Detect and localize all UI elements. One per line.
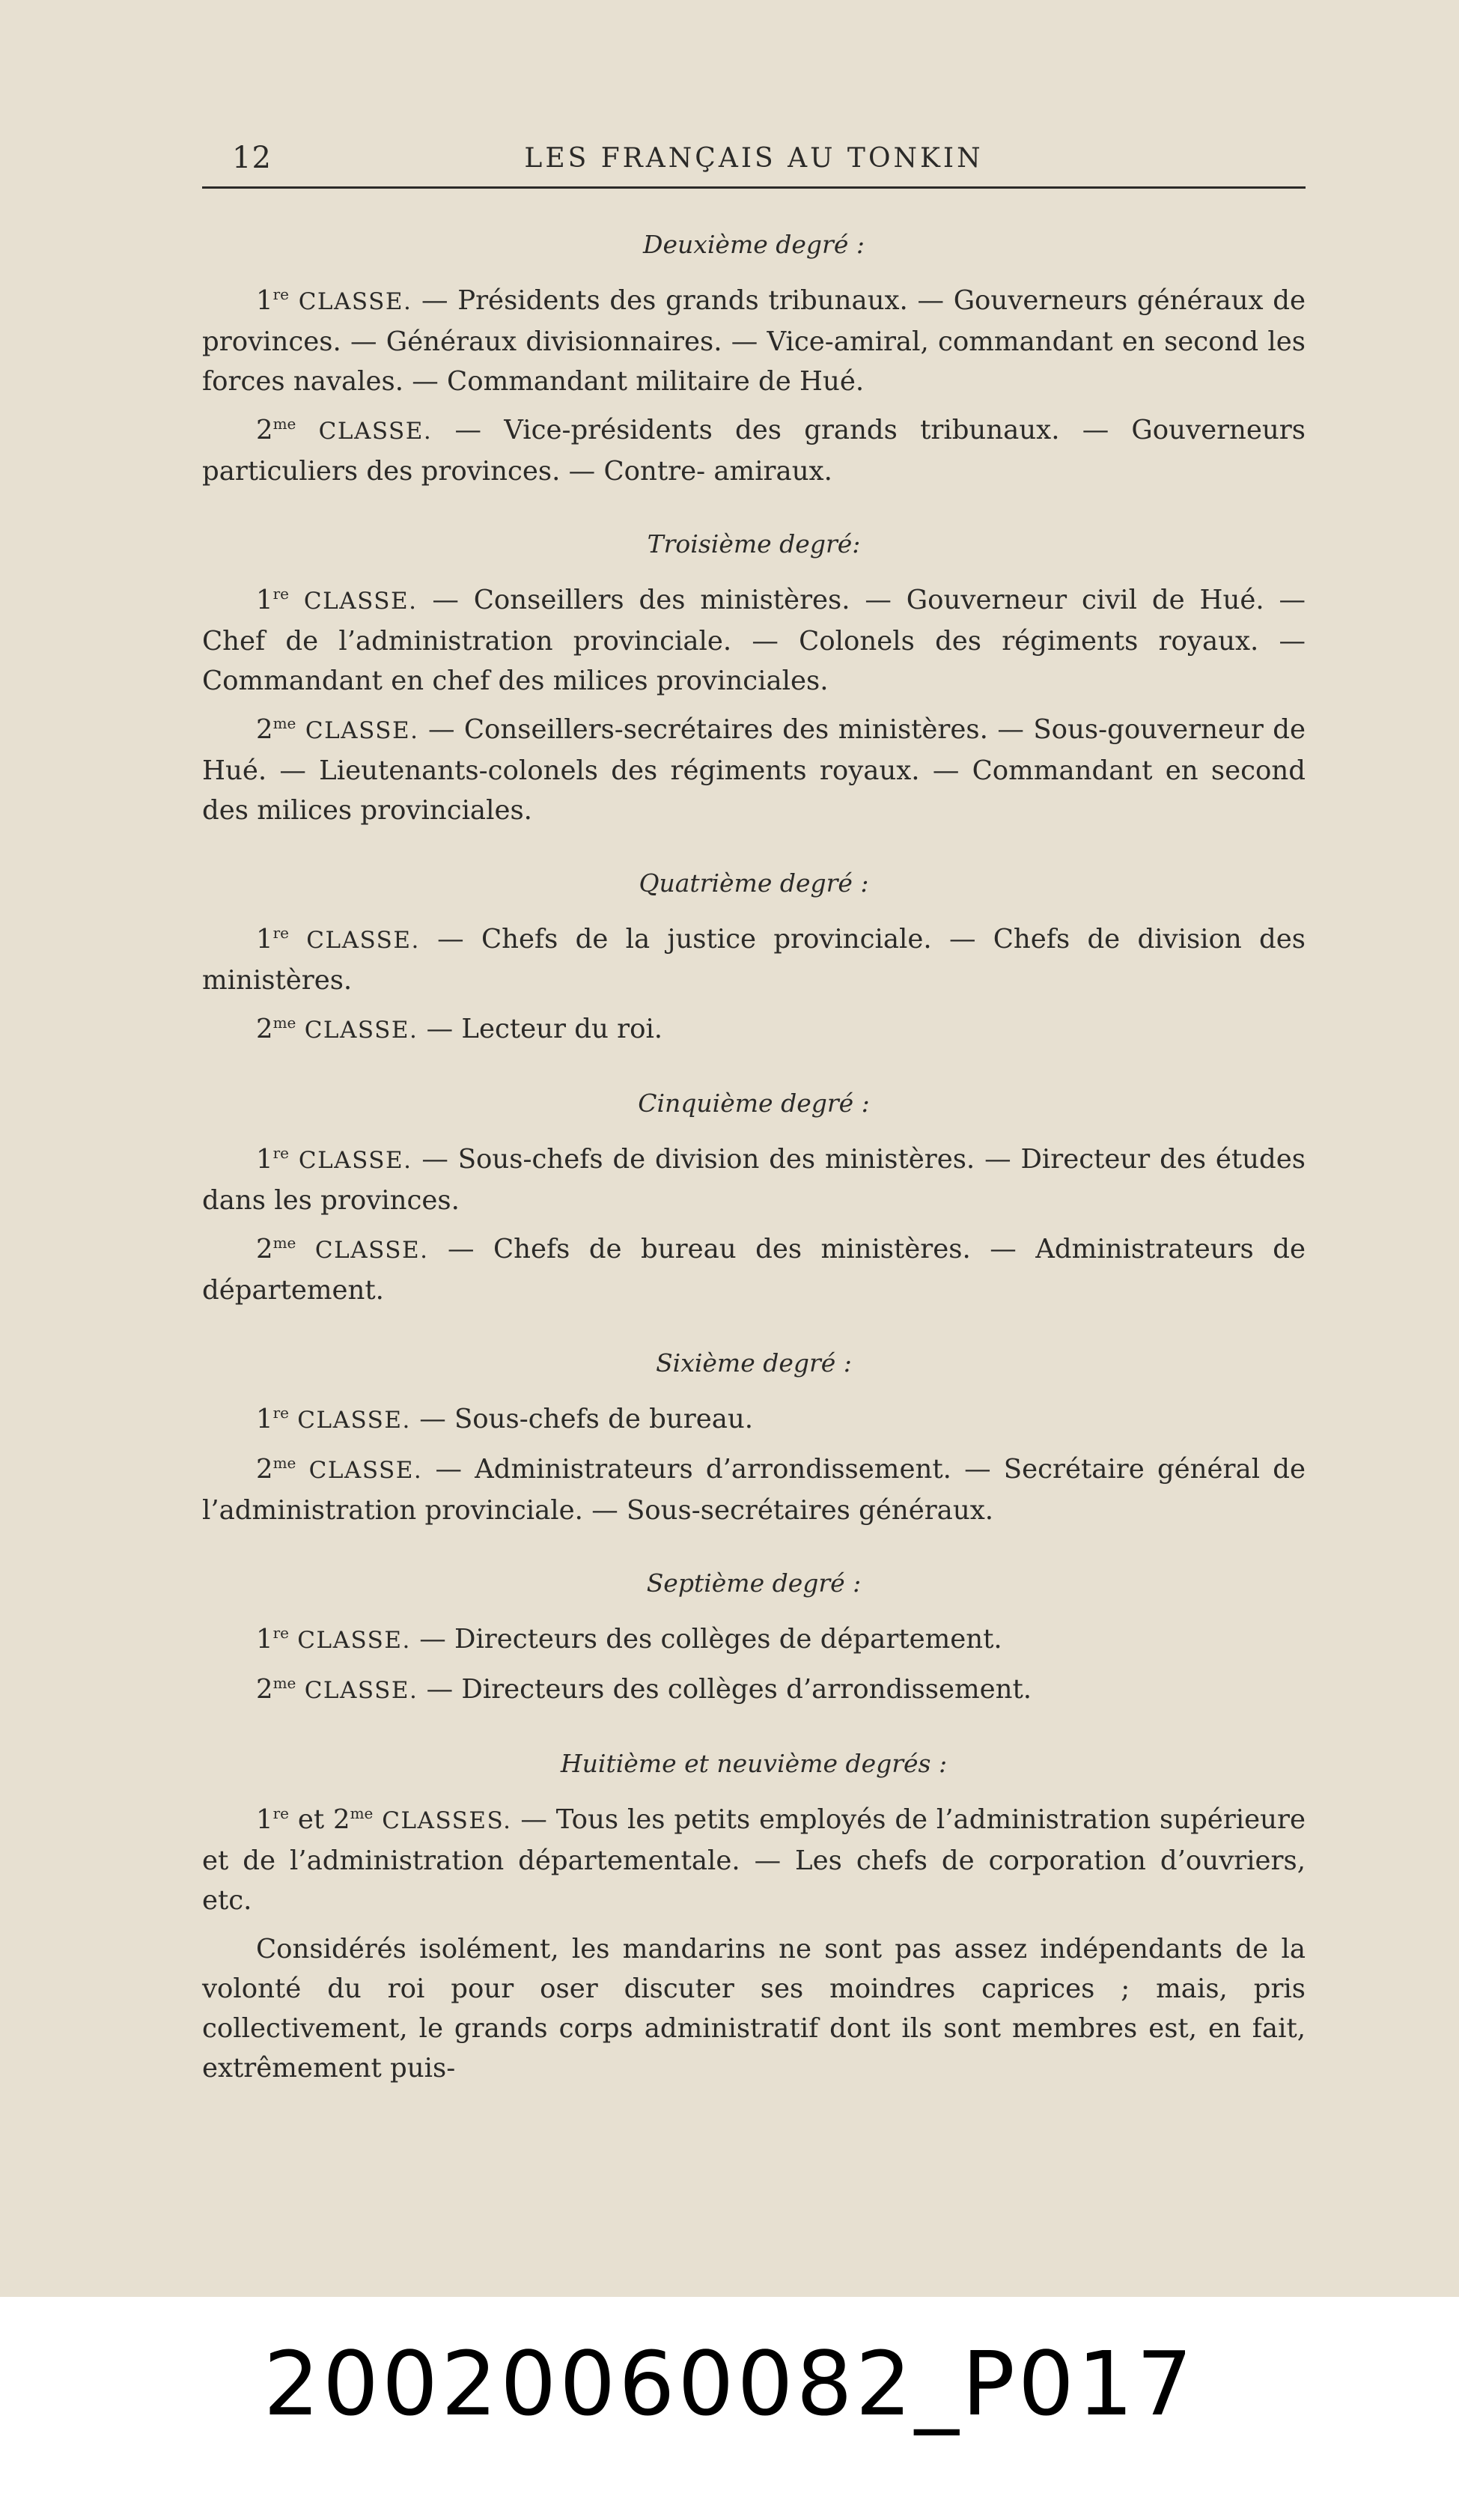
class-text: — Chefs de bureau des ministères. — Administrateurs de département. xyxy=(202,1234,1306,1306)
class-rank-suffix: re xyxy=(272,585,289,603)
class-text: — Lecteur du roi. xyxy=(418,1014,663,1044)
class-text: — Tous les petits employés de l’administration supérieure et de l’administration départementale. — Les chefs de corporation d’ouvriers, etc. xyxy=(202,1804,1306,1916)
class-entry xyxy=(202,1009,1306,1050)
running-head xyxy=(202,131,1306,189)
class-rank-suffix: me xyxy=(350,1804,374,1823)
class-entry xyxy=(202,410,1306,491)
page-content xyxy=(202,131,1306,2097)
class-label: CLASSE. xyxy=(297,1627,411,1654)
class-entry xyxy=(202,919,1306,1000)
class-entry xyxy=(202,1449,1306,1530)
class-text: — Conseillers des ministères. — Gouverneur civil de Hué. — Chef de l’administration provinciale. — Colonels des régiments royaux. — Commandant en chef des milices provinciales. xyxy=(202,585,1306,696)
class-label: CLASSE. xyxy=(308,1457,423,1484)
class-label: CLASSE. xyxy=(298,288,412,315)
class-rank-suffix: re xyxy=(272,285,289,304)
class-text: — Conseillers-secrétaires des ministères. — Sous-gouverneur de Hué. — Lieutenants-colonels des régiments royaux. — Commandant en second des milices provinciales. xyxy=(202,714,1306,826)
class-label: CLASSE. xyxy=(304,1017,418,1044)
class-label: CLASSE. xyxy=(305,717,419,744)
class-text: — Présidents des grands tribunaux. — Gouverneurs généraux de provinces. — Généraux divisionnaires. — Vice-amiral, commandant en second les forces navales. — Commandant militaire de Hué. xyxy=(202,285,1306,397)
section-heading: Troisième degré: xyxy=(647,529,861,559)
running-title: LES FRANÇAIS AU TONKIN xyxy=(524,143,984,174)
class-entry-huitieme xyxy=(202,1800,1306,1920)
section-heading: Deuxième degré : xyxy=(643,230,865,259)
class-text: — Chefs de la justice provinciale. — Chefs de division des ministères. xyxy=(202,924,1306,996)
class-text: — Directeurs des collèges de département. xyxy=(410,1624,1002,1655)
class-rank-suffix: re xyxy=(272,1804,289,1823)
section-heading: Quatrième degré : xyxy=(639,868,869,898)
degree-sections xyxy=(202,225,1306,1711)
class-entry xyxy=(202,1619,1306,1661)
class-rank: 1 xyxy=(256,585,273,615)
class-entry xyxy=(202,580,1306,701)
class-label: CLASSE. xyxy=(298,1147,412,1174)
class-rank: 2 xyxy=(256,415,273,445)
class-rank-suffix: re xyxy=(272,924,289,943)
class-text: — Sous-chefs de division des ministères. — Directeur des études dans les provinces. xyxy=(202,1144,1306,1216)
class-rank: 1 xyxy=(256,1144,273,1175)
class-text: — Sous-chefs de bureau. xyxy=(410,1404,754,1434)
class-rank: 1 xyxy=(256,1624,273,1655)
class-label: CLASSE. xyxy=(304,1677,418,1704)
closing-paragraph: Considérés isolément, les mandarins ne sont pas assez indépendants de la volonté du roi pour oser discuter ses moindres caprices ; mais, pris collectivement, le grands corps administratif dont ils sont membres est, en fait, extrêmement puis- xyxy=(202,1934,1306,2084)
class-rank-connector: et 2 xyxy=(289,1804,350,1835)
class-rank: 2 xyxy=(256,1674,273,1705)
class-rank: 2 xyxy=(256,1234,273,1264)
class-rank-suffix: me xyxy=(272,1674,296,1693)
class-rank: 1 xyxy=(256,924,273,955)
section-heading: Septième degré : xyxy=(646,1568,862,1598)
class-rank-suffix: re xyxy=(272,1144,289,1163)
class-text: — Administrateurs d’arrondissement. — Secrétaire général de l’administration provinciale. — Sous-secrétaires généraux. xyxy=(202,1454,1306,1526)
class-entry xyxy=(202,1229,1306,1310)
class-label: CLASSE. xyxy=(314,1237,429,1264)
class-rank-suffix: me xyxy=(272,415,296,433)
class-text: — Vice-présidents des grands tribunaux. — Gouverneurs particuliers des provinces. — Contre- amiraux. xyxy=(202,415,1306,487)
class-rank: 2 xyxy=(256,1014,273,1044)
class-rank-suffix: me xyxy=(272,1014,296,1032)
class-entry xyxy=(202,1139,1306,1220)
class-label: CLASSE. xyxy=(306,927,420,954)
class-rank: 1 xyxy=(256,1404,273,1434)
archive-identifier: 20020060082_P017 xyxy=(263,2332,1196,2435)
class-rank: 2 xyxy=(256,714,273,745)
class-rank: 1 xyxy=(256,1804,273,1835)
class-label: CLASSE. xyxy=(318,418,433,445)
class-rank: 1 xyxy=(256,285,273,316)
section-heading: Cinquième degré : xyxy=(638,1089,870,1118)
class-text: — Directeurs des collèges d’arrondissement. xyxy=(418,1674,1032,1705)
class-label: CLASSE. xyxy=(297,1407,411,1434)
section-heading-huitieme: Huitième et neuvième degrés : xyxy=(560,1749,948,1778)
class-entry xyxy=(202,710,1306,830)
class-rank-suffix: re xyxy=(272,1624,289,1643)
class-rank: 2 xyxy=(256,1454,273,1485)
page-number: 12 xyxy=(232,141,272,175)
class-label: CLASSE. xyxy=(303,588,418,615)
class-rank-suffix: me xyxy=(272,714,296,733)
class-entry xyxy=(202,281,1306,401)
class-rank-suffix: me xyxy=(272,1454,296,1473)
class-entry xyxy=(202,1399,1306,1440)
class-rank-suffix: re xyxy=(272,1404,289,1422)
section-heading: Sixième degré : xyxy=(656,1348,852,1378)
class-entry xyxy=(202,1670,1306,1711)
class-label: CLASSES. xyxy=(382,1807,512,1834)
class-rank-suffix: me xyxy=(272,1234,296,1253)
